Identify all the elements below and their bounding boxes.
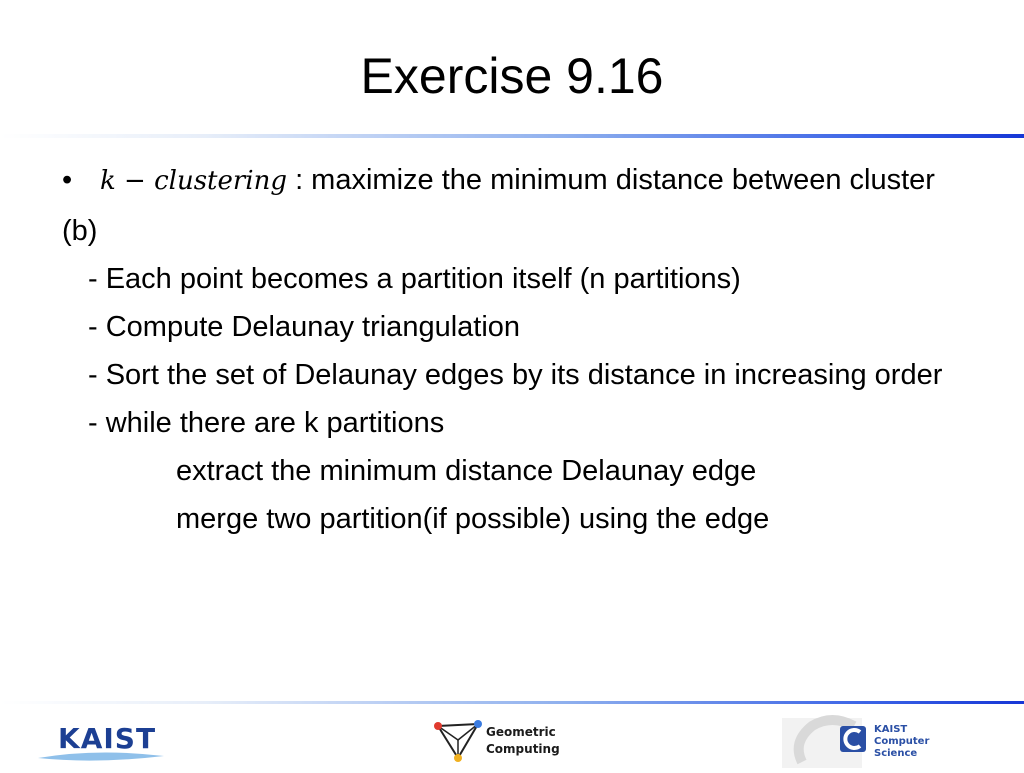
kaist-cs-text — [874, 724, 929, 760]
step-item: - Each point becomes a partition itself (n partitions) — [88, 263, 741, 295]
step-item: - while there are k partitions — [88, 407, 445, 439]
kaist-logo — [36, 718, 176, 764]
computing-text-line: Computing — [486, 742, 560, 756]
bullet-symbol: • — [62, 164, 73, 196]
cs-text-line: Science — [874, 748, 918, 759]
geometric-computing-logo — [430, 716, 590, 764]
part-label: (b) — [62, 215, 98, 247]
step-item: - Sort the set of Delaunay edges by its distance in increasing order — [88, 359, 943, 391]
bullet-item — [62, 160, 962, 201]
triangle-graph-icon — [430, 716, 484, 764]
slide-body — [62, 160, 962, 547]
math-expression: k − clustering — [100, 166, 288, 196]
footer-divider — [0, 701, 1024, 704]
kaist-logo-text: KAIST — [58, 722, 157, 755]
cs-text-line: KAIST — [874, 724, 908, 735]
substep-item: merge two partition(if possible) using the edge — [176, 503, 770, 535]
substep-item: extract the minimum distance Delaunay edge — [176, 455, 757, 487]
kaist-cs-logo — [782, 712, 972, 768]
geometric-text-line: Geometric — [486, 725, 556, 739]
geometric-computing-text — [486, 724, 560, 758]
step-item: - Compute Delaunay triangulation — [88, 311, 521, 343]
cs-text-line: Computer — [874, 736, 930, 747]
kaist-cs-emblem-icon — [782, 712, 872, 768]
title-divider — [0, 134, 1024, 138]
slide-title: Exercise 9.16 — [360, 48, 664, 104]
bullet-text: : maximize the minimum distance between cluster — [287, 164, 935, 196]
